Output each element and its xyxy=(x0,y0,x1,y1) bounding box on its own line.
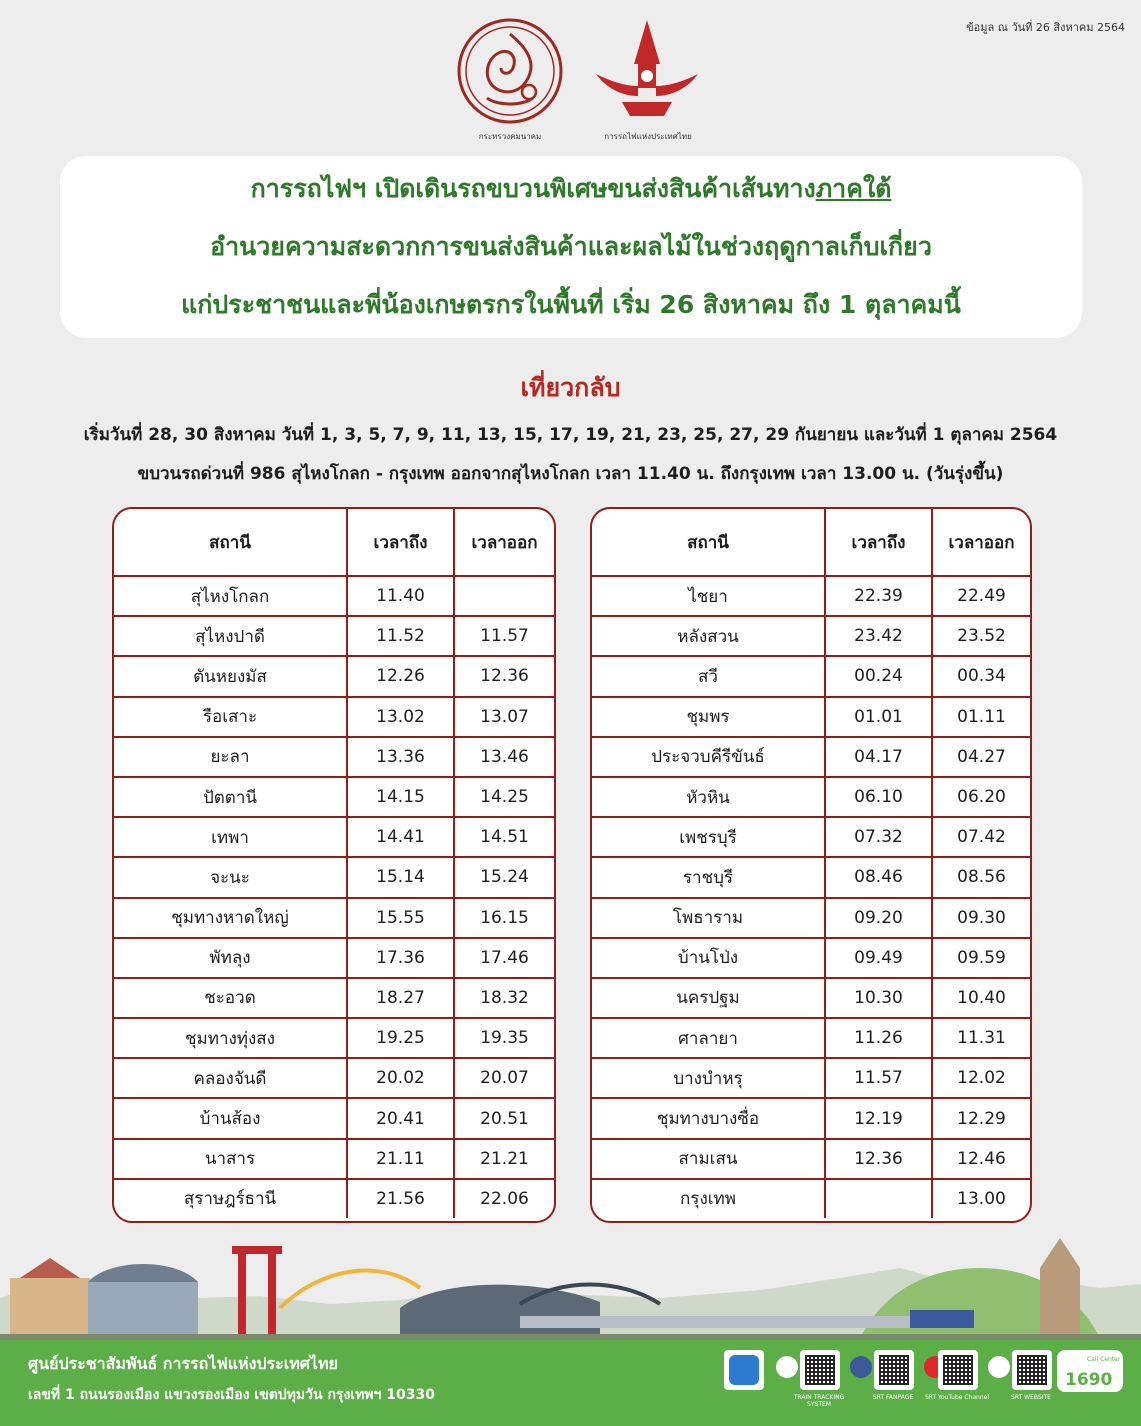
depart-time-cell: 09.59 xyxy=(931,939,1030,977)
table-row xyxy=(592,738,1030,778)
station-cell: ราชบุรี xyxy=(682,867,734,888)
header-station: สถานี xyxy=(687,532,729,553)
arrive-time-cell: 00.24 xyxy=(824,657,931,695)
arrive-time-cell: 04.17 xyxy=(824,738,931,776)
arrive-time-cell: 07.32 xyxy=(824,818,931,856)
station-cell: เทพา xyxy=(211,827,249,848)
depart-time-cell: 12.29 xyxy=(931,1099,1030,1137)
depart-time-cell: 10.40 xyxy=(931,979,1030,1017)
station-cell: หลังสวน xyxy=(677,626,739,647)
depart-time-cell: 00.34 xyxy=(931,657,1030,695)
table-row xyxy=(592,698,1030,738)
arrive-time-cell: 15.14 xyxy=(346,858,453,896)
section-title: เที่ยวกลับ xyxy=(520,373,621,402)
arrive-time-cell: 11.40 xyxy=(346,577,453,615)
station-cell: บ้านส้อง xyxy=(199,1109,261,1130)
fanpage-qr-code[interactable] xyxy=(874,1350,914,1390)
call-center-number: 1690 xyxy=(1065,1370,1113,1390)
depart-time-cell: 19.35 xyxy=(453,1019,554,1057)
arrive-time-cell: 13.02 xyxy=(346,698,453,736)
depart-time-cell: 14.25 xyxy=(453,778,554,816)
train-tracking-icon xyxy=(776,1356,798,1378)
headline-line-1-text: การรถไฟฯ เปิดเดินรถขบวนพิเศษขนส่งสินค้าเส้นทาง xyxy=(250,174,816,203)
table-row xyxy=(114,939,554,979)
table-row xyxy=(114,738,554,778)
station-cell: ชะอวด xyxy=(204,988,256,1009)
timetable-right xyxy=(590,507,1032,1223)
schedule-dates: เริ่มวันที่ 28, 30 สิงหาคม วันที่ 1, 3, 5, 7, 9, 11, 13, 15, 17, 19, 21, 23, 25, 27, 29 กันยายน และวันที่ 1 ตุลาคม 2564 xyxy=(83,425,1058,445)
table-row xyxy=(592,899,1030,939)
table-row xyxy=(592,1019,1030,1059)
table-row xyxy=(114,1019,554,1059)
facebook-icon xyxy=(850,1356,872,1378)
logo-header xyxy=(0,14,1141,144)
station-cell: ประจวบคีรีขันธ์ xyxy=(651,747,765,768)
station-cell: นครปฐม xyxy=(676,988,740,1009)
station-cell: ยะลา xyxy=(210,747,250,768)
footer-bar xyxy=(0,1340,1141,1426)
station-cell: สามเสน xyxy=(678,1149,738,1170)
depart-time-cell: 09.30 xyxy=(931,899,1030,937)
website-caption: SRT WEBSITE xyxy=(1011,1394,1051,1401)
station-cell: บ้านโป่ง xyxy=(677,948,739,969)
depart-time-cell: 15.24 xyxy=(453,858,554,896)
arrive-time-cell: 20.41 xyxy=(346,1099,453,1137)
depart-time-cell: 13.46 xyxy=(453,738,554,776)
table-row xyxy=(114,657,554,697)
depart-time-cell: 13.00 xyxy=(931,1180,1030,1218)
table-row xyxy=(592,818,1030,858)
station-cell: สุไหงปาดี xyxy=(195,626,265,647)
depart-time-cell: 13.07 xyxy=(453,698,554,736)
table-row xyxy=(114,1140,554,1180)
station-cell: คลองจันดี xyxy=(193,1068,267,1089)
depart-time-cell: 14.51 xyxy=(453,818,554,856)
headline-region-underlined: ภาคใต้ xyxy=(815,174,892,203)
arrive-time-cell: 09.20 xyxy=(824,899,931,937)
station-cell: ชุมพร xyxy=(686,707,730,728)
arrive-time-cell: 18.27 xyxy=(346,979,453,1017)
depart-time-cell xyxy=(453,577,554,615)
station-cell: สุไหงโกลก xyxy=(190,586,270,607)
arrive-time-cell: 01.01 xyxy=(824,698,931,736)
footer-org-name: ศูนย์ประชาสัมพันธ์ การรถไฟแห่งประเทศไทย xyxy=(28,1354,338,1373)
depart-time-cell: 18.32 xyxy=(453,979,554,1017)
station-cell: พัทลุง xyxy=(209,948,251,969)
station-cell: เพชรบุรี xyxy=(679,827,737,848)
depart-time-cell: 08.56 xyxy=(931,858,1030,896)
station-cell: ศาลายา xyxy=(678,1028,738,1049)
station-cell: สุราษฎร์ธานี xyxy=(183,1189,277,1210)
srt-caption: การรถไฟแห่งประเทศไทย xyxy=(604,132,692,141)
table-row xyxy=(592,1059,1030,1099)
depart-time-cell: 16.15 xyxy=(453,899,554,937)
arrive-time-cell: 14.41 xyxy=(346,818,453,856)
arrive-time-cell: 09.49 xyxy=(824,939,931,977)
station-cell: ชุมทางทุ่งสง xyxy=(185,1028,275,1049)
table-row xyxy=(592,1180,1030,1218)
depart-time-cell: 12.02 xyxy=(931,1059,1030,1097)
arrive-time-cell: 10.30 xyxy=(824,979,931,1017)
table-row xyxy=(592,979,1030,1019)
website-icon xyxy=(988,1356,1010,1378)
arrive-time-cell: 12.26 xyxy=(346,657,453,695)
arrive-time-cell: 06.10 xyxy=(824,778,931,816)
header-depart: เวลาออก xyxy=(931,509,1030,575)
table-row xyxy=(592,577,1030,617)
headline-card xyxy=(60,156,1082,338)
table-row xyxy=(114,617,554,657)
table-row xyxy=(592,778,1030,818)
headline-line-1 xyxy=(251,160,892,218)
depart-time-cell: 17.46 xyxy=(453,939,554,977)
depart-time-cell: 11.57 xyxy=(453,617,554,655)
table-row xyxy=(114,899,554,939)
arrive-time-cell: 15.55 xyxy=(346,899,453,937)
timetable-left xyxy=(112,507,556,1223)
header-arrive: เวลาถึง xyxy=(824,509,931,575)
as-of-date: ข้อมูล ณ วันที่ 26 สิงหาคม 2564 xyxy=(966,21,1125,34)
arrive-time-cell xyxy=(824,1180,931,1218)
depart-time-cell: 20.07 xyxy=(453,1059,554,1097)
table-row xyxy=(114,1180,554,1218)
depart-time-cell: 22.06 xyxy=(453,1180,554,1218)
arrive-time-cell: 19.25 xyxy=(346,1019,453,1057)
arrive-time-cell: 11.52 xyxy=(346,617,453,655)
depart-time-cell: 04.27 xyxy=(931,738,1030,776)
app-icon[interactable] xyxy=(724,1350,764,1390)
table-row xyxy=(114,979,554,1019)
table-row xyxy=(114,698,554,738)
table-header-row xyxy=(592,509,1030,577)
ministry-caption: กระทรวงคมนาคม xyxy=(478,132,542,141)
header-station: สถานี xyxy=(209,532,251,553)
table-row xyxy=(114,818,554,858)
table-header-row xyxy=(114,509,554,577)
headline-line-3: แก่ประชาชนและพี่น้องเกษตรกรในพื้นที่ เริ่ม 26 สิงหาคม ถึง 1 ตุลาคมนี้ xyxy=(181,290,961,319)
station-cell: ปัตตานี xyxy=(202,787,258,808)
depart-time-cell: 20.51 xyxy=(453,1099,554,1137)
arrive-time-cell: 21.11 xyxy=(346,1140,453,1178)
call-center-label: Call Center xyxy=(1087,1356,1121,1363)
arrive-time-cell: 11.26 xyxy=(824,1019,931,1057)
depart-time-cell: 01.11 xyxy=(931,698,1030,736)
arrive-time-cell: 23.42 xyxy=(824,617,931,655)
arrive-time-cell: 12.19 xyxy=(824,1099,931,1137)
table-row xyxy=(592,1099,1030,1139)
train-tracking-qr-code[interactable] xyxy=(800,1350,840,1390)
depart-time-cell: 21.21 xyxy=(453,1140,554,1178)
arrive-time-cell: 11.57 xyxy=(824,1059,931,1097)
arrive-time-cell: 12.36 xyxy=(824,1140,931,1178)
header-arrive: เวลาถึง xyxy=(346,509,453,575)
arrive-time-cell: 22.39 xyxy=(824,577,931,615)
youtube-qr-code[interactable] xyxy=(938,1350,978,1390)
station-cell: ตันหยงมัส xyxy=(193,666,267,687)
arrive-time-cell: 08.46 xyxy=(824,858,931,896)
arrive-time-cell: 14.15 xyxy=(346,778,453,816)
depart-time-cell: 23.52 xyxy=(931,617,1030,655)
header-depart: เวลาออก xyxy=(453,509,554,575)
headline-line-2: อำนวยความสะดวกการขนส่งสินค้าและผลไม้ในช่วงฤดูกาลเก็บเกี่ยว xyxy=(210,232,932,261)
station-cell: ไชยา xyxy=(688,586,728,607)
depart-time-cell: 11.31 xyxy=(931,1019,1030,1057)
depart-time-cell: 06.20 xyxy=(931,778,1030,816)
depart-time-cell: 12.46 xyxy=(931,1140,1030,1178)
table-row xyxy=(592,617,1030,657)
depart-time-cell: 12.36 xyxy=(453,657,554,695)
call-center-badge[interactable] xyxy=(1057,1350,1123,1392)
table-row xyxy=(114,577,554,617)
station-cell: สวี xyxy=(698,666,718,687)
fanpage-caption: SRT FANPAGE xyxy=(872,1394,914,1401)
youtube-caption: SRT YouTube Channel xyxy=(924,1394,990,1401)
arrive-time-cell: 13.36 xyxy=(346,738,453,776)
arrive-time-cell: 17.36 xyxy=(346,939,453,977)
train-info: ขบวนรถด่วนที่ 986 สุไหงโกลก - กรุงเทพ ออกจากสุไหงโกลก เวลา 11.40 น. ถึงกรุงเทพ เวลา 13.00 น. (วันรุ่งขึ้น) xyxy=(137,464,1004,484)
train-tracking-caption: TRAIN TRACKING SYSTEM xyxy=(793,1394,845,1408)
station-cell: ชุมทางหาดใหญ่ xyxy=(171,908,289,929)
station-cell: จะนะ xyxy=(210,867,250,888)
arrive-time-cell: 20.02 xyxy=(346,1059,453,1097)
table-row xyxy=(114,1099,554,1139)
station-cell: โพธาราม xyxy=(672,908,744,929)
station-cell: หัวหิน xyxy=(686,787,730,808)
table-row xyxy=(592,858,1030,898)
station-cell: ชุมทางบางซื่อ xyxy=(656,1109,760,1130)
srt-logo xyxy=(592,16,702,126)
station-cell: กรุงเทพ xyxy=(680,1189,736,1210)
table-row xyxy=(592,1140,1030,1180)
station-cell: บางบำหรุ xyxy=(673,1068,743,1089)
table-row xyxy=(592,657,1030,697)
depart-time-cell: 22.49 xyxy=(931,577,1030,615)
arrive-time-cell: 21.56 xyxy=(346,1180,453,1218)
table-row xyxy=(114,858,554,898)
table-row xyxy=(114,778,554,818)
station-cell: นาสาร xyxy=(204,1149,256,1170)
table-row xyxy=(592,939,1030,979)
station-cell: รือเสาะ xyxy=(202,707,258,728)
website-qr-code[interactable] xyxy=(1012,1350,1052,1390)
ministry-seal-logo xyxy=(457,18,563,124)
station-skyline-illustration xyxy=(0,1238,1141,1348)
table-row xyxy=(114,1059,554,1099)
footer-address: เลขที่ 1 ถนนรองเมือง แขวงรองเมือง เขตปทุมวัน กรุงเทพฯ 10330 xyxy=(28,1387,435,1403)
depart-time-cell: 07.42 xyxy=(931,818,1030,856)
